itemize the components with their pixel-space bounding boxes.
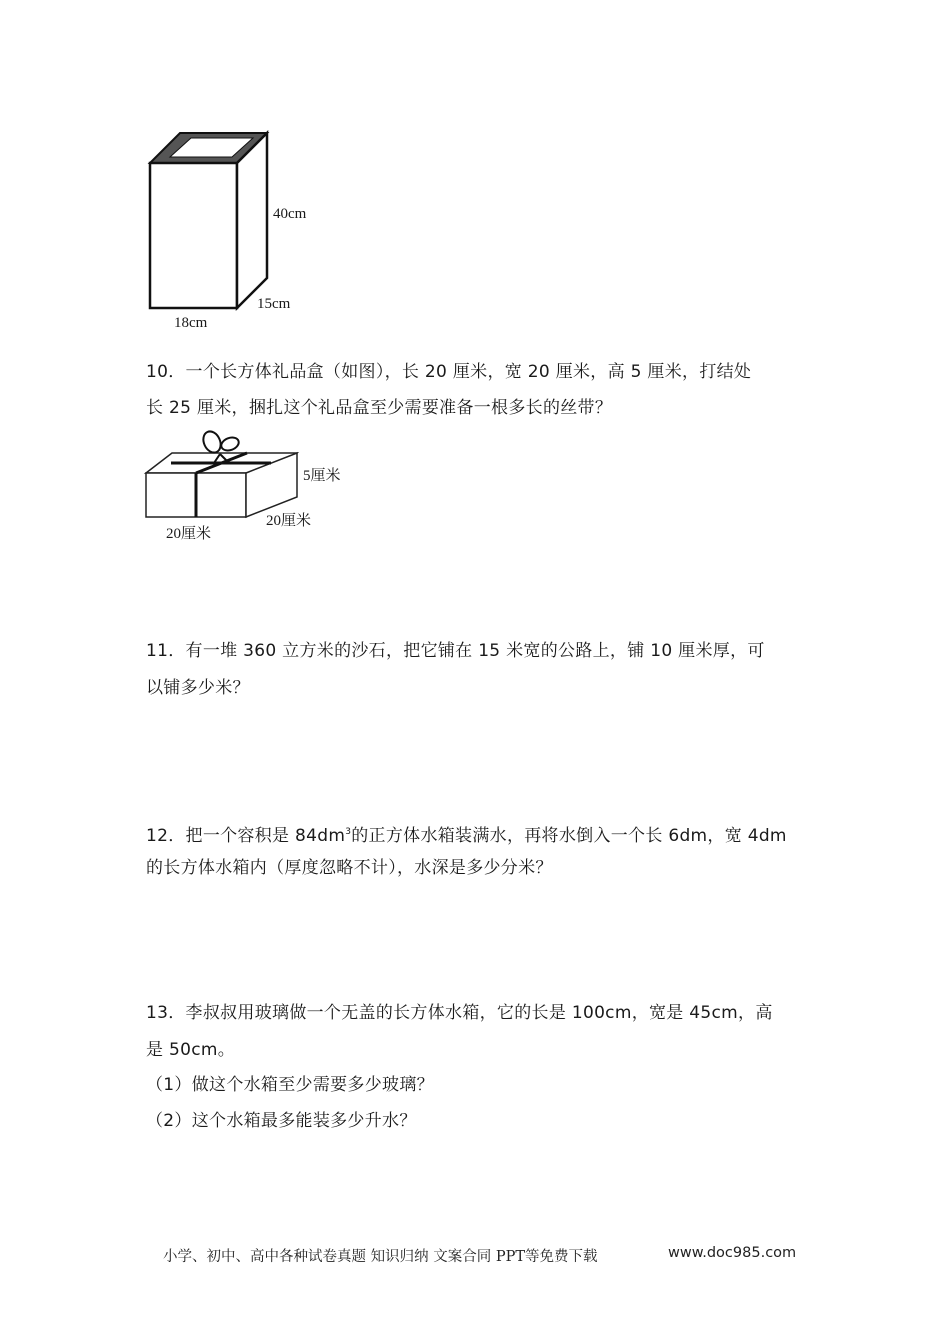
q13-sub-2: （2）这个水箱最多能装多少升水？ — [146, 1111, 417, 1131]
gift-box-figure — [140, 428, 310, 523]
tank-depth-label: 15cm — [257, 296, 291, 312]
tank-front-face — [150, 163, 237, 308]
bow-left-loop — [200, 429, 224, 456]
tank-height-label: 40cm — [273, 206, 307, 222]
tank-width-label: 18cm — [174, 315, 208, 331]
q13-line-1: 13．李叔叔用玻璃做一个无盖的长方体水箱，它的长是 100cm，宽是 45cm，高 — [146, 1003, 773, 1023]
box-length-label: 20厘米 — [166, 526, 212, 542]
footer-text: 小学、初中、高中各种试卷真题 知识归纳 文案合同 PPT等免费下载 — [163, 1249, 598, 1265]
tank-figure — [140, 125, 330, 337]
tank-side-face — [237, 133, 267, 308]
bow-right-loop — [219, 435, 240, 452]
q12-line-1-part-b: 的正方体水箱装满水，再将水倒入一个长 6dm，宽 4dm — [351, 826, 787, 846]
q10-line-2: 长 25 厘米，捆扎这个礼品盒至少需要准备一根多长的丝带？ — [146, 398, 613, 418]
box-height-label: 5厘米 — [303, 468, 341, 484]
q12-line-2: 的长方体水箱内（厚度忽略不计），水深是多少分米？ — [146, 858, 553, 878]
box-width-label: 20厘米 — [266, 513, 312, 529]
footer-url[interactable]: www.doc985.com — [668, 1245, 797, 1261]
q13-line-2: 是 50cm。 — [146, 1040, 236, 1060]
q11-line-2: 以铺多少米？ — [146, 678, 250, 698]
q12-line-1-part-a: 12．把一个容积是 84dm — [146, 826, 346, 846]
q12-exponent: 3 — [345, 827, 352, 837]
q11-line-1: 11．有一堆 360 立方米的沙石，把它铺在 15 米宽的公路上，铺 10 厘米厚，可 — [146, 641, 765, 661]
q10-line-1: 10．一个长方体礼品盒（如图），长 20 厘米，宽 20 厘米，高 5 厘米，打结处 — [146, 362, 752, 382]
q13-sub-1: （1）做这个水箱至少需要多少玻璃？ — [146, 1075, 434, 1095]
q12-line-1 — [146, 821, 787, 847]
